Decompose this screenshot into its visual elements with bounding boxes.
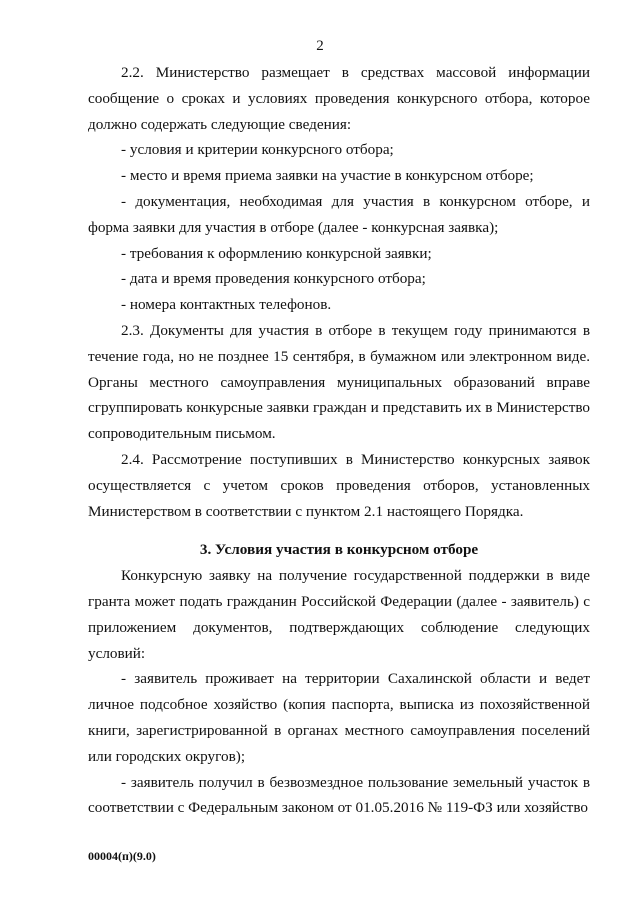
paragraph-section-3-intro: Конкурсную заявку на получение государственной поддержки в виде гранта может подать гражданин Российской Федерации (далее - заявитель) с приложением документов, подтверждающих соблюдение следующих условий: <box>88 567 590 662</box>
page-number: 2 <box>316 38 324 54</box>
list-item: - дата и время проведения конкурсного отбора; <box>121 270 426 288</box>
list-item: - место и время приема заявки на участие в конкурсном отборе; <box>121 167 534 185</box>
list-item: - требования к оформлению конкурсной заявки; <box>121 244 432 262</box>
document-body <box>88 60 590 821</box>
list-item: - условия и критерии конкурсного отбора; <box>121 141 394 159</box>
footer-document-code: 00004(п)(9.0) <box>88 849 156 863</box>
paragraph-2-2: 2.2. Министерство размещает в средствах массовой информации сообщение о сроках и условиях проведения конкурсного отбора, которое должно содержать следующие сведения: <box>88 64 590 133</box>
list-item: - заявитель проживает на территории Сахалинской области и ведет личное подсобное хозяйство (копия паспорта, выписка из похозяйственной книги, зарегистрированной в органах местного самоуправления поселений или городских округов); <box>88 670 590 765</box>
paragraph-2-3: 2.3. Документы для участия в отборе в текущем году принимаются в течение года, но не позднее 15 сентября, в бумажном или электронном виде. Органы местного самоуправления муниципальных образований вправе сгруппировать конкурсные заявки граждан и представить их в Министерство сопроводительным письмом. <box>88 321 590 443</box>
paragraph-2-4: 2.4. Рассмотрение поступивших в Министерство конкурсных заявок осуществляется с учетом сроков проведения отборов, установленных Министерством в соответствии с пунктом 2.1 настоящего Порядка. <box>88 450 590 520</box>
list-item: - документация, необходимая для участия в конкурсном отборе, и форма заявки для участия в отборе (далее - конкурсная заявка); <box>88 192 590 236</box>
list-item: - заявитель получил в безвозмездное пользование земельный участок в соответствии с Федеральным законом от 01.05.2016 № 119-ФЗ или хозяйство <box>88 773 590 817</box>
section-heading: 3. Условия участия в конкурсном отборе <box>199 541 479 559</box>
list-item: - номера контактных телефонов. <box>121 296 332 314</box>
